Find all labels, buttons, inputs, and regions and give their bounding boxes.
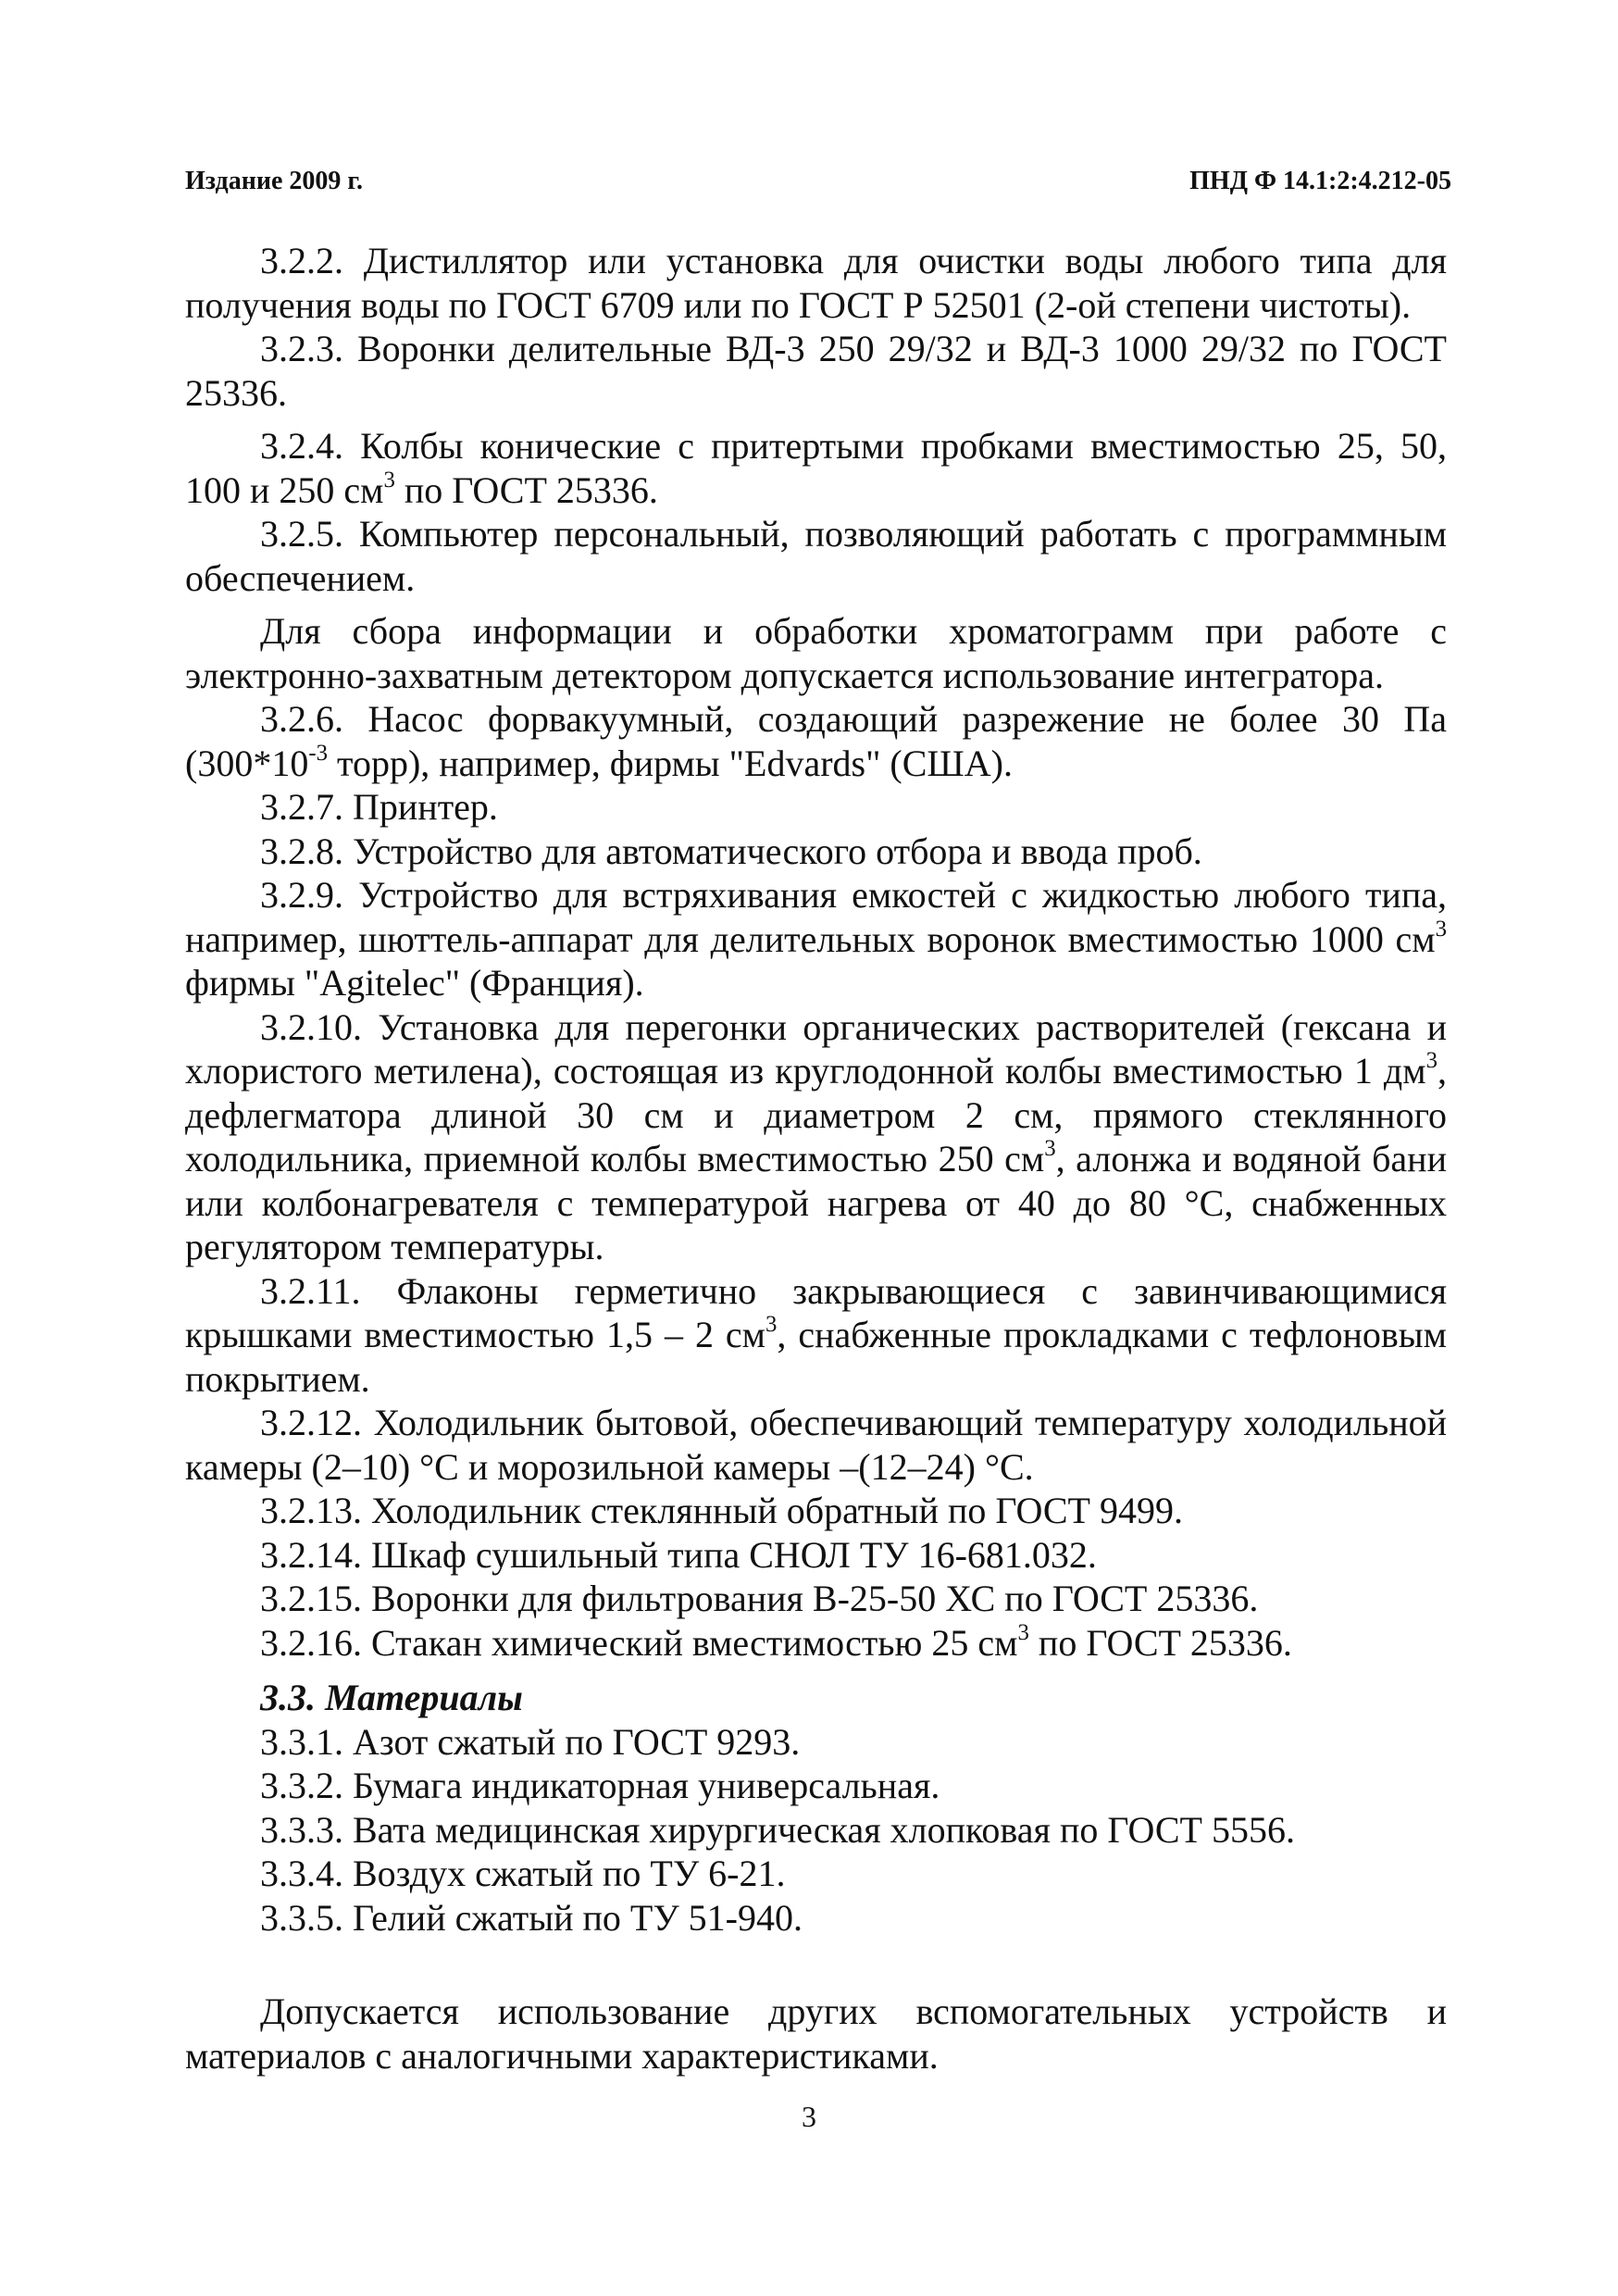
paragraph-3-2-12: 3.2.12. Холодильник бытовой, обеспечивающий температуру холодильной камеры (2–10) °С и морозильной камеры –(12–24) °С. [185,1402,1447,1488]
superscript-3: 3 [1044,1136,1056,1162]
superscript-3: 3 [765,1312,778,1338]
paragraph-3-2-3: 3.2.3. Воронки делительные ВД-3 250 29/32 и ВД-3 1000 29/32 по ГОСТ 25336. [185,328,1447,414]
paragraph-3-3-4: 3.3.4. Воздух сжатый по ТУ 6-21. [260,1853,786,1894]
paragraph-3-2-13: 3.2.13. Холодильник стеклянный обратный по ГОСТ 9499. [260,1490,1183,1531]
paragraph-3-2-9 [185,873,1447,1005]
paragraph-3-3-1: 3.3.1. Азот сжатый по ГОСТ 9293. [260,1720,801,1763]
paragraph-3-2-14: 3.2.14. Шкаф сушильный типа СНОЛ ТУ 16-681.032. [260,1533,1097,1576]
paragraph-3-2-6-tail: торр), например, фирмы "Edvards" (США). [327,742,1013,784]
paragraph-integrator: Для сбора информации и обработки хроматограмм при работе с электронно-захватным детектором допускается использование интегратора. [185,610,1447,696]
superscript-3: 3 [1425,1048,1438,1074]
paragraph-3-2-10 [185,1005,1447,1269]
paragraph-3-2-5: 3.2.5. Компьютер персональный, позволяющий работать с программным обеспечением. [185,513,1447,599]
superscript-minus-3: -3 [308,740,328,766]
paragraph-3-2-9-tail: фирмы "Agitelec" (Франция). [185,962,644,1004]
paragraph-3-2-4-text: 3.2.4. Колбы конические с притертыми пробками вместимостью 25, 50, 100 и 250 см [185,425,1447,511]
paragraph-3-2-16-text: 3.2.16. Стакан химический вместимостью 25 см [260,1621,1018,1664]
document-body [185,239,1447,2078]
paragraph-3-2-9-text: 3.2.9. Устройство для встряхивания емкостей с жидкостью любого типа, например, шюттель-аппарат для делительных воронок вместимостью 1000 см [185,874,1447,960]
paragraph-3-2-11-text: 3.2.11. Флаконы герметично закрывающиеся с завинчивающимися крышками вместимостью 1,5 – 2 см [185,1269,1447,1355]
page-number: 3 [802,2100,816,2133]
paragraph-3-2-2: 3.2.2. Дистиллятор или установка для очистки воды любого типа для получения воды по ГОСТ 6709 или по ГОСТ Р 52501 (2-ой степени чистоты). [185,240,1447,326]
paragraph-allowed: Допускается использование других вспомогательных устройств и материалов с аналогичными характеристиками. [185,1990,1447,2077]
paragraph-3-2-16-tail: по ГОСТ 25336. [1028,1621,1292,1664]
paragraph-3-2-8: 3.2.8. Устройство для автоматического отбора и ввода проб. [260,830,1202,872]
paragraph-3-2-11-tail: , снабженные прокладками с тефлоновым покрытием. [185,1314,1447,1400]
superscript-3: 3 [383,467,395,493]
paragraph-3-2-16 [185,1621,1447,1666]
paragraph-3-3-5: 3.3.5. Гелий сжатый по ТУ 51-940. [260,1896,803,1939]
paragraph-3-2-15: 3.2.15. Воронки для фильтрования В-25-50 ХС по ГОСТ 25336. [260,1578,1259,1619]
page-header [185,167,1451,204]
paragraph-3-2-4 [185,424,1447,512]
paragraph-3-2-10-tail: , алонжа и водяной бани или колбонагревателя с температурой нагрева от 40 до 80 °С, снабженных регулятором температуры. [185,1138,1447,1267]
paragraph-3-3-3: 3.3.3. Вата медицинская хирургическая хлопковая по ГОСТ 5556. [260,1808,1295,1851]
superscript-3: 3 [1435,916,1447,942]
paragraph-3-2-6-text: 3.2.6. Насос форвакуумный, создающий разрежение не более 30 Па (300*10 [185,698,1447,784]
paragraph-3-2-7: 3.2.7. Принтер. [260,786,498,828]
paragraph-3-2-6 [185,697,1447,785]
paragraph-3-2-10-text: 3.2.10. Установка для перегонки органических растворителей (гексана и хлористого метилена), состоящая из круглодонной колбы вместимостью 1 дм [185,1005,1447,1092]
section-title-materials: 3.3. Материалы [260,1677,523,1718]
paragraph-3-2-11 [185,1269,1447,1402]
paragraph-3-2-4-tail: по ГОСТ 25336. [394,468,658,511]
paragraph-3-3-2: 3.3.2. Бумага индикаторная универсальная. [260,1765,940,1806]
document-code: ПНД Ф 14.1:2:4.212-05 [1189,167,1451,195]
superscript-3: 3 [1017,1619,1029,1645]
paragraph-3-2-10-middle: , дефлегматора длиной 30 см и диаметром 2 см, прямого стеклянного холодильника, приемной колбы вместимостью 250 см [185,1050,1447,1179]
edition-label: Издание 2009 г. [185,167,363,195]
